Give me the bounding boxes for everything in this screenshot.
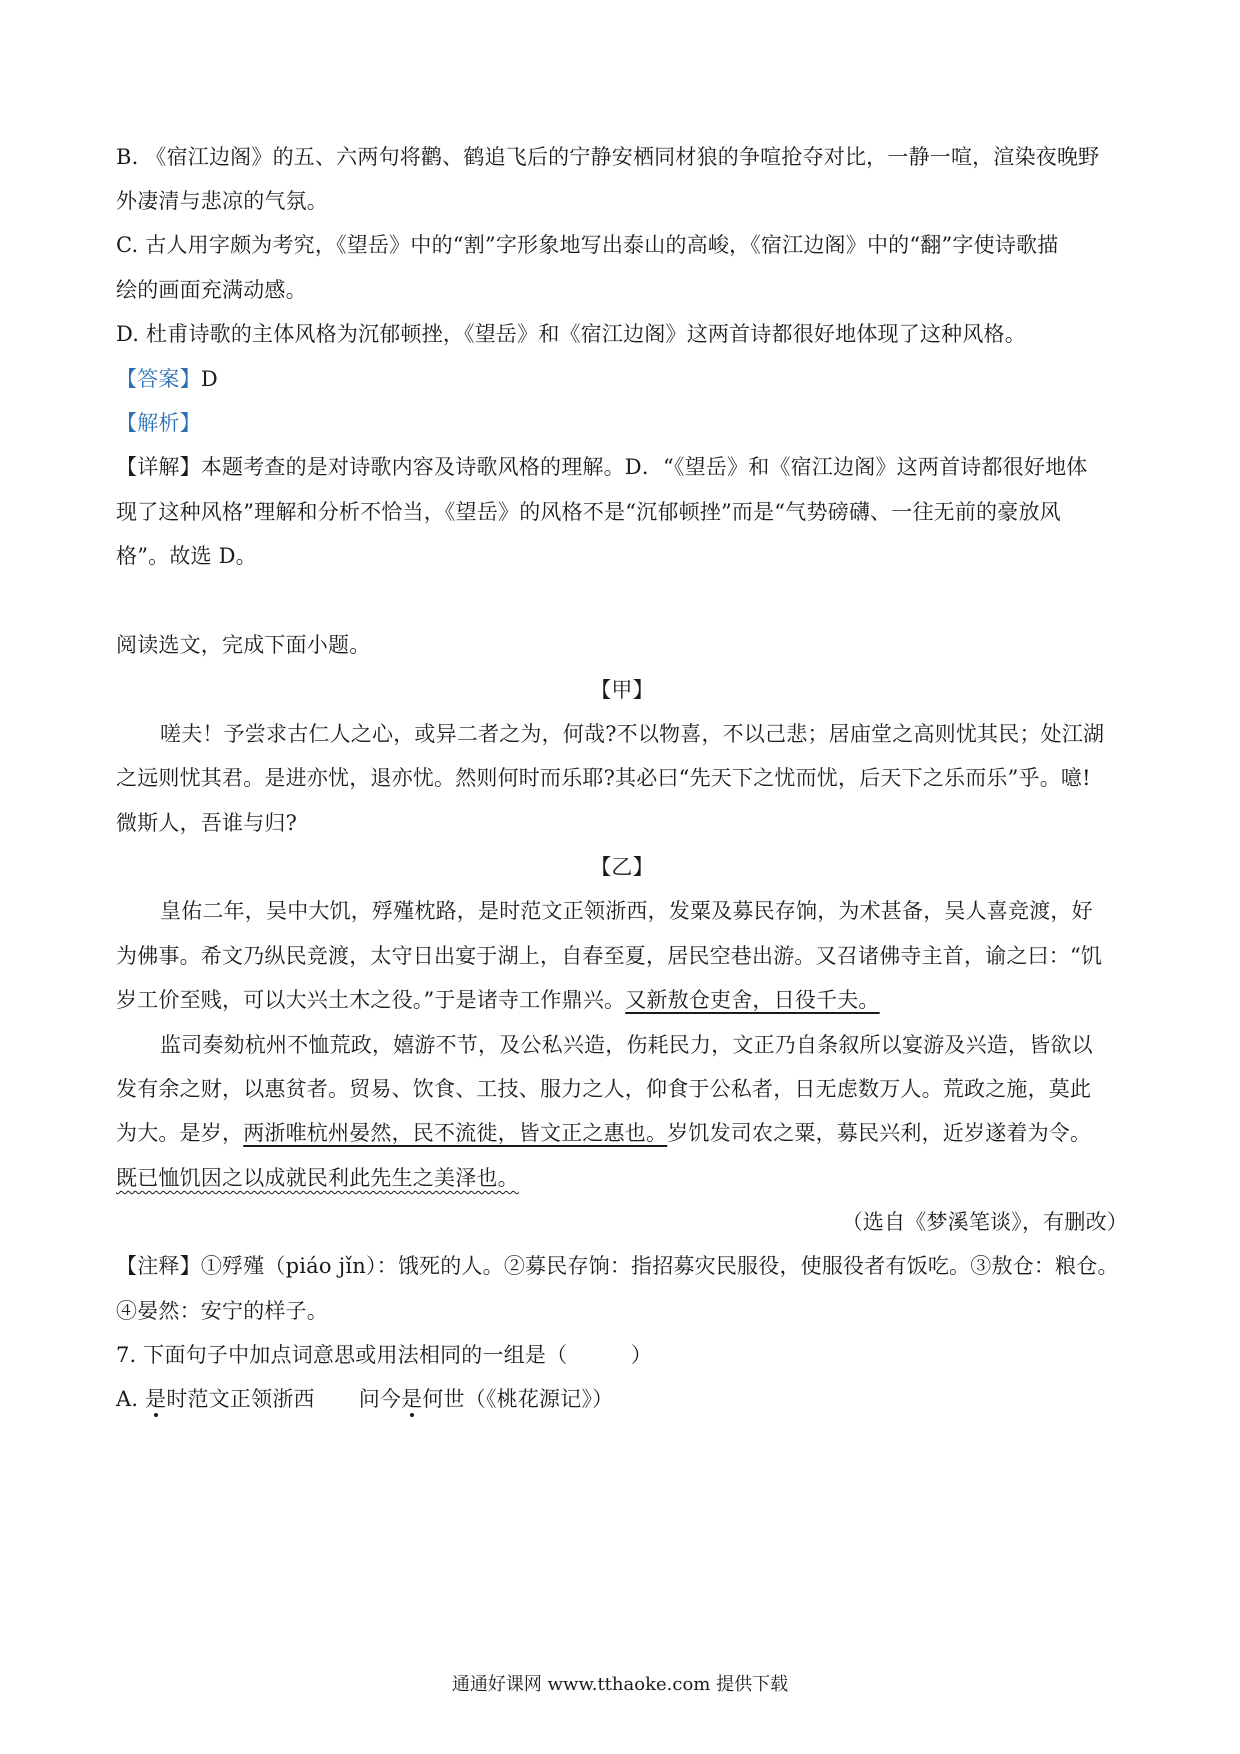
answer-tag: 【答案】: [116, 367, 201, 391]
option-c-line-1: C. 古人用字颇为考究，《望岳》中的“割”字形象地写出泰山的高峻，《宿江边阁》中的“翻”字使诗歌描: [116, 233, 1059, 257]
detail-tag: 【详解】: [116, 455, 201, 479]
notes-text-1: ①殍殣（piáo jǐn）：饿死的人。②募民存饷：指招募灾民服役，使服役者有饭吃。③敖仓：粮仓。: [200, 1254, 1119, 1278]
option-b-line-2: 外凄清与悲凉的气氛。: [116, 189, 328, 213]
yi-p1-line-3-text: 岁工价至贱，可以大兴土木之役。”于是诸寺工作鼎兴。: [116, 988, 626, 1012]
reading-prompt: 阅读选文，完成下面小题。: [116, 633, 371, 657]
option-d-line-1: D. 杜甫诗歌的主体风格为沉郁顿挫，《望岳》和《宿江边阁》这两首诗都很好地体现了这种风格。: [116, 322, 1026, 346]
yi-p2-line-3-end: 岁饥发司农之粟，募民兴利，近岁遂着为令。: [667, 1121, 1092, 1145]
detail-text-1: 本题考查的是对诗歌内容及诗歌风格的理解。D．“《望岳》和《宿江边阁》这两首诗都很好地体: [200, 455, 1088, 479]
yi-p2-line-2: 发有余之财，以惠贫者。贸易、饮食、工技、服力之人，仰食于公私者，日无虑数万人。荒政之施，莫此: [116, 1077, 1092, 1101]
analysis-line: [116, 408, 1128, 438]
option-a-label: A.: [116, 1387, 146, 1411]
analysis-tag: 【解析】: [116, 411, 201, 435]
underlined-sentence-1: 又新敖仓吏舍，日役千夫。: [625, 988, 880, 1012]
notes-line-1: [116, 1251, 1128, 1281]
wavy-underlined-sentence: 既已恤饥因之以成就民利此先生之美泽也。: [116, 1166, 519, 1190]
question-7-option-a: [116, 1384, 1128, 1414]
yi-p1-line-3: [116, 985, 1128, 1015]
jia-line-2: 之远则忧其君。是进亦忧，退亦忧。然则何时而乐耶?其必曰“先天下之忧而忧，后天下之乐而乐”乎。噫!: [116, 766, 1091, 790]
notes-line-2: ④晏然：安宁的样子。: [116, 1299, 328, 1323]
dotted-word-2: 是: [401, 1387, 423, 1411]
jia-heading: 【甲】: [590, 678, 654, 702]
yi-p2-line-1: 监司奏劾杭州不恤荒政，嬉游不节，及公私兴造，伤耗民力，文正乃自条叙所以宴游及兴造，皆欲以: [160, 1033, 1093, 1057]
detail-line-3: 格”。故选 D。: [116, 544, 257, 568]
notes-tag: 【注释】: [116, 1254, 201, 1278]
option-a-text-1: 时范文正领浙西: [166, 1387, 315, 1411]
yi-p1-line-1: 皇佑二年，吴中大饥，殍殣枕路，是时范文正领浙西，发粟及募民存饷，为术甚备，吴人喜竞渡，好: [160, 899, 1093, 923]
yi-p1-line-2: 为佛事。希文乃纵民竞渡，太守日出宴于湖上，自春至夏，居民空巷出游。又召诸佛寺主首，谕之曰：“饥: [116, 944, 1103, 968]
yi-p2-line-3: [116, 1118, 1128, 1148]
option-b-line-1: B. 《宿江边阁》的五、六两句将鹳、鹤追飞后的宁静安栖同材狼的争喧抢夺对比，一静一喧，渲染夜晚野: [116, 145, 1100, 169]
answer-line: [116, 364, 1128, 394]
jia-line-1: 嗟夫！予尝求古仁人之心，或异二者之为，何哉?不以物喜，不以己悲；居庙堂之高则忧其民；处江湖: [160, 722, 1105, 746]
jia-line-3: 微斯人，吾谁与归?: [116, 811, 298, 835]
detail-line-1: [116, 452, 1128, 482]
yi-heading: 【乙】: [590, 855, 654, 879]
detail-line-2: 现了这种风格”理解和分析不恰当，《望岳》的风格不是“沉郁顿挫”而是“气势磅礴、一往无前的豪放风: [116, 500, 1061, 524]
answer-value: D: [200, 367, 218, 391]
yi-p2-line-4: [116, 1163, 1128, 1193]
option-c-line-2: 绘的画面充满动感。: [116, 278, 307, 302]
underlined-sentence-2: 两浙唯杭州晏然，民不流徙，皆文正之惠也。: [243, 1121, 668, 1145]
page-footer: 通通好课网 www.tthaoke.com 提供下载: [451, 1674, 789, 1695]
option-a-text-2: 何世（《桃花源记》）: [422, 1387, 614, 1411]
question-7-stem: 7. 下面句子中加点词意思或用法相同的一组是（ ）: [116, 1343, 653, 1367]
option-a-text-2-pre: 问今: [358, 1387, 402, 1411]
yi-p2-line-3-start: 为大。是岁，: [116, 1121, 244, 1145]
dotted-word-1: 是: [145, 1387, 167, 1411]
source-citation: （选自《梦溪笔谈》，有删改）: [841, 1210, 1128, 1234]
